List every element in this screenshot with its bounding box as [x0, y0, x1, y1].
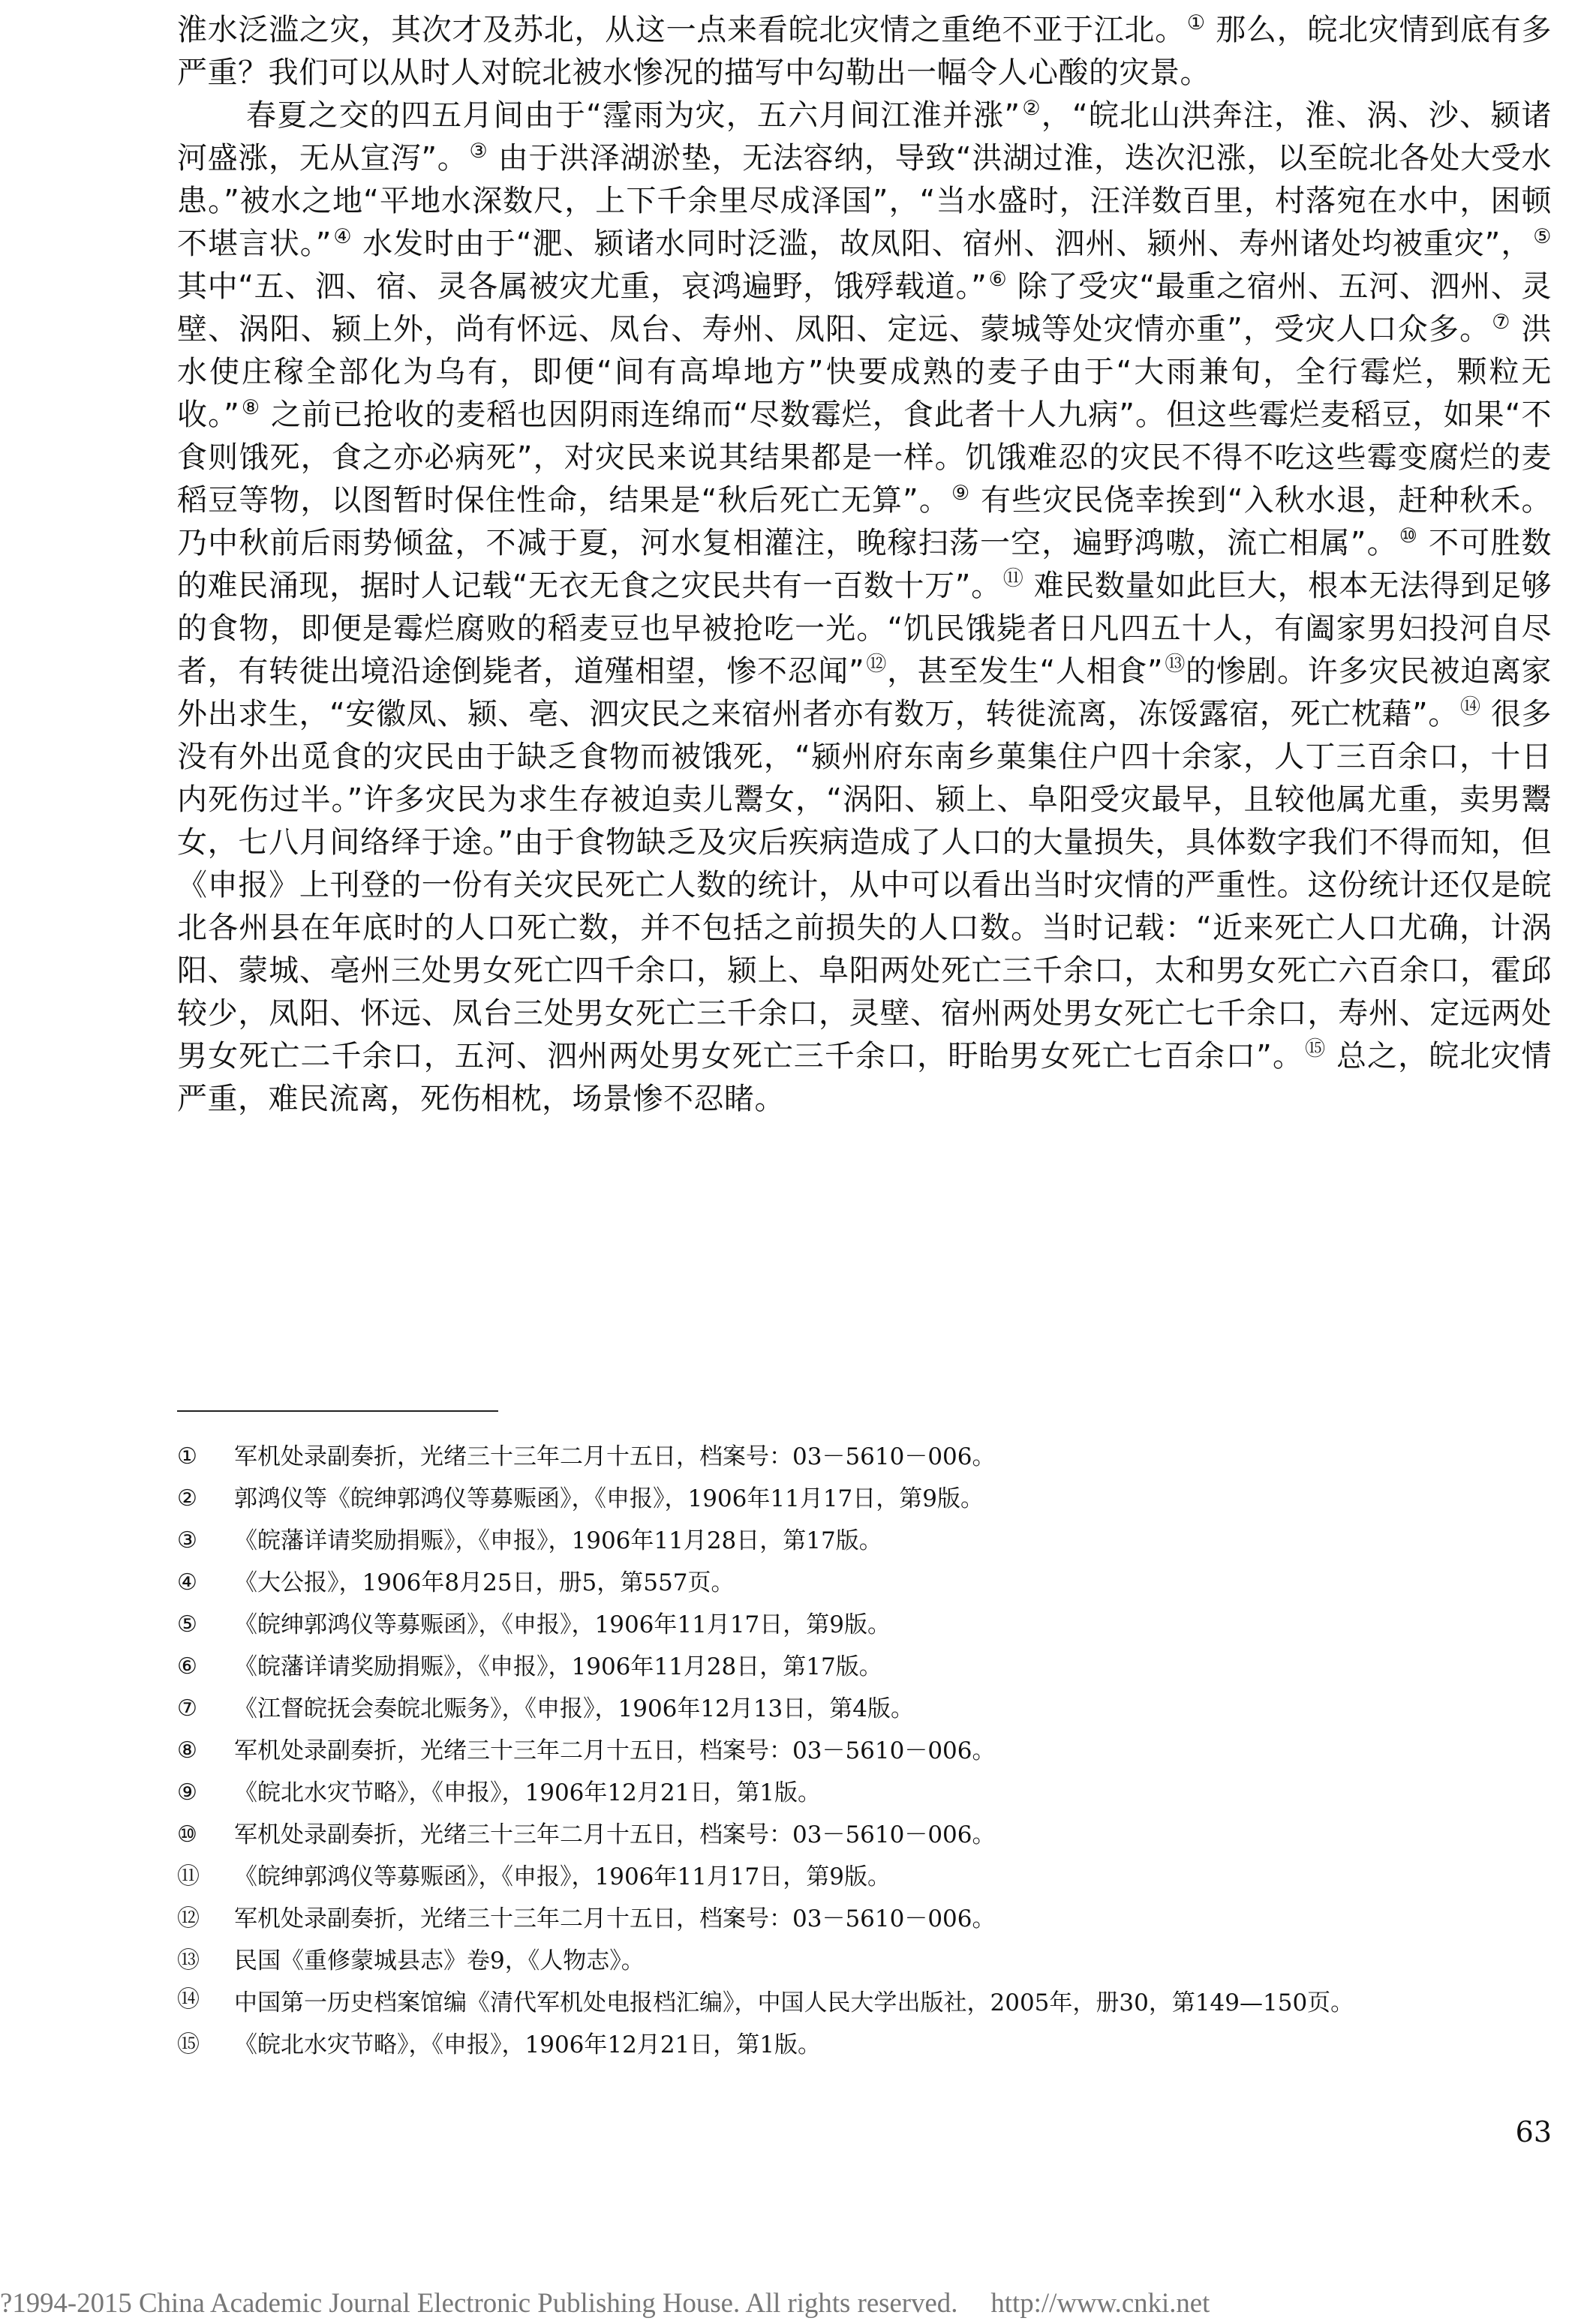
footnote-number: ⑩	[177, 1821, 197, 1848]
paragraph-text: 春夏之交的四五月间由于“霪雨为灾，五六月间江淮并涨”	[246, 98, 1020, 133]
footnote-number: ⑥	[177, 1653, 197, 1680]
footnote-item	[177, 1940, 1552, 1982]
paragraph-text: 淮水泛滥之灾，其次才及苏北，从这一点来看皖北灾情之重绝不亚于江北。	[177, 13, 1186, 47]
paragraph-2	[177, 95, 1552, 1121]
paragraph-text: 的惨剧。许多灾民被迫离家外出求生，“安徽凤、颍、亳、泗灾民之来宿州者亦有数万，转徙流离，冻馁露宿，死亡枕藉”。	[177, 654, 1552, 731]
footnote-text: 《皖绅郭鸿仪等募赈函》，《申报》，1906年11月17日，第9版。	[234, 1863, 891, 1890]
footnote-number: ⑬	[177, 1947, 200, 1974]
footnote-item	[177, 1604, 1552, 1646]
footnote-marker: ⑭	[1459, 695, 1481, 719]
paragraph-text: ，甚至发生“人相食”	[887, 654, 1164, 689]
footnote-number: ③	[177, 1527, 197, 1554]
paragraph-text: 不可胜数的难民涌现，据时人记载“无衣无食之灾民共有一百数十万”。	[177, 526, 1552, 603]
paragraph-text: 总之，皖北灾情严重，难民流离，死伤相枕，场景惨不忍睹。	[177, 1039, 1552, 1116]
footnote-marker: ⑤	[1533, 225, 1552, 248]
footnote-item	[177, 1898, 1552, 1940]
footnote-number: ⑭	[177, 1986, 200, 2013]
footnote-text: 《皖北水灾节略》，《申报》，1906年12月21日，第1版。	[234, 2031, 822, 2058]
footnote-marker: ⑫	[866, 653, 888, 676]
footnote-text: 《大公报》，1906年8月25日，册5，第557页。	[234, 1569, 735, 1596]
paragraph-text: ，“皖北山洪奔注，淮、涡、沙、颍诸河盛涨，无从宣泻”。	[177, 98, 1552, 176]
footnote-marker: ②	[1021, 97, 1041, 120]
footnote-text: 郭鸿仪等《皖绅郭鸿仪等募赈函》，《申报》，1906年11月17日，第9版。	[234, 1485, 984, 1512]
paragraph-text: 很多没有外出觅食的灾民由于缺乏食物而被饿死，“颍州府东南乡菓集住户四十余家，人丁三百余口，十日内死伤过半。”许多灾民为求生存被迫卖儿鬻女，“涡阳、颍上、阜阳受灾最早，且较他属尤重，卖男鬻女，七八月间络绎于途。”由于食物缺乏及灾后疾病造成了人口的大量损失，具体数字我们不得而知，但《申报》上刊登的一份有关灾民死亡人数的统计，从中可以看出当时灾情的严重性。这份统计还仅是皖北各州县在年底时的人口死亡数，并不包括之前损失的人口数。当时记载：“近来死亡人口尤确，计涡阳、蒙城、亳州三处男女死亡四千余口，颍上、阜阳两处死亡三千余口，太和男女死亡六百余口，霍邱较少，凤阳、怀远、凤台三处男女死亡三千余口，灵壁、宿州两处男女死亡七千余口，寿州、定远两处男女死亡二千余口，五河、泗州两处男女死亡三千余口，盱眙男女死亡七百余口”。	[177, 697, 1552, 1073]
footnote-marker: ⑪	[1002, 567, 1024, 590]
footnote-item	[177, 1982, 1552, 2024]
footnote-marker: ⑥	[988, 268, 1008, 291]
footnote-item	[177, 2024, 1552, 2066]
copyright-text: ?1994-2015 China Academic Journal Electronic Publishing House. All rights reserved.	[0, 2287, 958, 2318]
footnote-number: ①	[177, 1443, 197, 1470]
footer-url: http://www.cnki.net	[990, 2287, 1210, 2318]
footnote-marker: ④	[332, 225, 353, 248]
footnote-item	[177, 1562, 1552, 1604]
footnote-item	[177, 1646, 1552, 1688]
paragraph-text: 水发时由于“淝、颍诸水同时泛滥，故凤阳、宿州、泗州、颍州、寿州诸处均被重灾”，	[352, 227, 1532, 261]
footnote-marker: ⑦	[1492, 311, 1511, 334]
footnote-marker: ⑨	[951, 482, 971, 505]
footnote-number: ②	[177, 1485, 197, 1512]
footnote-marker: ③	[469, 140, 488, 163]
footnote-text: 军机处录副奏折，光绪三十三年二月十五日，档案号：03－5610－006。	[234, 1821, 996, 1848]
footnote-text: 《皖藩详请奖励捐赈》，《申报》，1906年11月28日，第17版。	[234, 1653, 882, 1680]
footnote-separator	[177, 1410, 498, 1412]
footnote-number: ⑦	[177, 1695, 197, 1722]
footnote-item	[177, 1730, 1552, 1772]
footnote-number: ⑤	[177, 1611, 197, 1638]
footnote-marker: ①	[1186, 11, 1206, 35]
footnote-marker: ⑩	[1399, 524, 1419, 548]
paragraph-text: 洪水使庄稼全部化为乌有，即便“间有高埠地方”快要成熟的麦子由于“大雨兼旬，全行霉烂，颗粒无收。”	[177, 312, 1552, 432]
footnote-number: ④	[177, 1569, 197, 1596]
footnote-number: ⑫	[177, 1905, 200, 1932]
footnote-item	[177, 1856, 1552, 1898]
footnote-item	[177, 1478, 1552, 1520]
footnote-text: 《皖藩详请奖励捐赈》，《申报》，1906年11月28日，第17版。	[234, 1527, 882, 1554]
copyright-footer	[0, 2286, 1596, 2319]
footnote-text: 军机处录副奏折，光绪三十三年二月十五日，档案号：03－5610－006。	[234, 1443, 996, 1470]
footnote-text: 军机处录副奏折，光绪三十三年二月十五日，档案号：03－5610－006。	[234, 1737, 996, 1764]
paragraph-text: 之前已抢收的麦稻也因阴雨连绵而“尽数霉烂，食此者十人九病”。但这些霉烂麦稻豆，如果“不食则饿死，食之亦必病死”，对灾民来说其结果都是一样。饥饿难忍的灾民不得不吃这些霉变腐烂的麦稻豆等物，以图暂时保住性命，结果是“秋后死亡无算”。	[177, 398, 1552, 518]
footnote-item	[177, 1520, 1552, 1562]
footnote-marker: ⑮	[1305, 1037, 1327, 1061]
paragraph-text: 其中“五、泗、宿、灵各属被灾尤重，哀鸿遍野，饿殍载道。”	[177, 269, 987, 304]
footnote-item	[177, 1814, 1552, 1856]
footnote-item	[177, 1436, 1552, 1478]
footnote-text: 《皖北水灾节略》，《申报》，1906年12月21日，第1版。	[234, 1779, 822, 1806]
footnote-marker: ⑧	[241, 396, 261, 419]
footnote-item	[177, 1772, 1552, 1814]
paragraph-1	[177, 9, 1552, 95]
footnote-item	[177, 1688, 1552, 1730]
paragraph-text: 由于洪泽湖淤垫，无法容纳，导致“洪湖过淮，迭次氾涨，以至皖北各处大受水患。”被水之地“平地水深数尺，上下千余里尽成泽国”，“当水盛时，汪洋数百里，村落宛在水中，困顿不堪言状。”	[177, 141, 1552, 261]
paragraph-text: 难民数量如此巨大，根本无法得到足够的食物，即便是霉烂腐败的稻麦豆也早被抢吃一光。“饥民饿毙者日凡四五十人，有阖家男妇投河自尽者，有转徙出境沿途倒毙者，道殣相望，惨不忍闻”	[177, 569, 1552, 689]
footnote-number: ⑪	[177, 1863, 200, 1890]
footnote-text: 民国《重修蒙城县志》卷9，《人物志》。	[234, 1947, 645, 1974]
page-number: 63	[1515, 2115, 1552, 2148]
footnote-number: ⑨	[177, 1779, 197, 1806]
paragraph-text: 那么，皖北灾情到底有多严重？我们可以从时人对皖北被水惨况的描写中勾勒出一幅令人心酸的灾景。	[177, 13, 1552, 90]
footnote-text: 军机处录副奏折，光绪三十三年二月十五日，档案号：03－5610－006。	[234, 1905, 996, 1932]
footnote-text: 《江督皖抚会奏皖北赈务》，《申报》，1906年12月13日，第4版。	[234, 1695, 915, 1722]
footnote-text: 《皖绅郭鸿仪等募赈函》，《申报》，1906年11月17日，第9版。	[234, 1611, 891, 1638]
footnote-marker: ⑬	[1165, 653, 1186, 676]
footnote-number: ⑧	[177, 1737, 197, 1764]
footnote-text: 中国第一历史档案馆编《清代军机处电报档汇编》，中国人民大学出版社，2005年，册30，第149—150页。	[234, 1989, 1354, 2016]
footnote-list	[177, 1436, 1552, 2066]
paragraph-text: 有些灾民侥幸挨到“入秋水退，赶种秋禾。乃中秋前后雨势倾盆，不减于夏，河水复相灌注，晚稼扫荡一空，遍野鸿嗷，流亡相属”。	[177, 483, 1552, 560]
paragraph-text: 除了受灾“最重之宿州、五河、泗州、灵壁、涡阳、颍上外，尚有怀远、凤台、寿州、凤阳、定远、蒙城等处灾情亦重”，受灾人口众多。	[177, 269, 1552, 347]
footnote-number: ⑮	[177, 2031, 200, 2058]
